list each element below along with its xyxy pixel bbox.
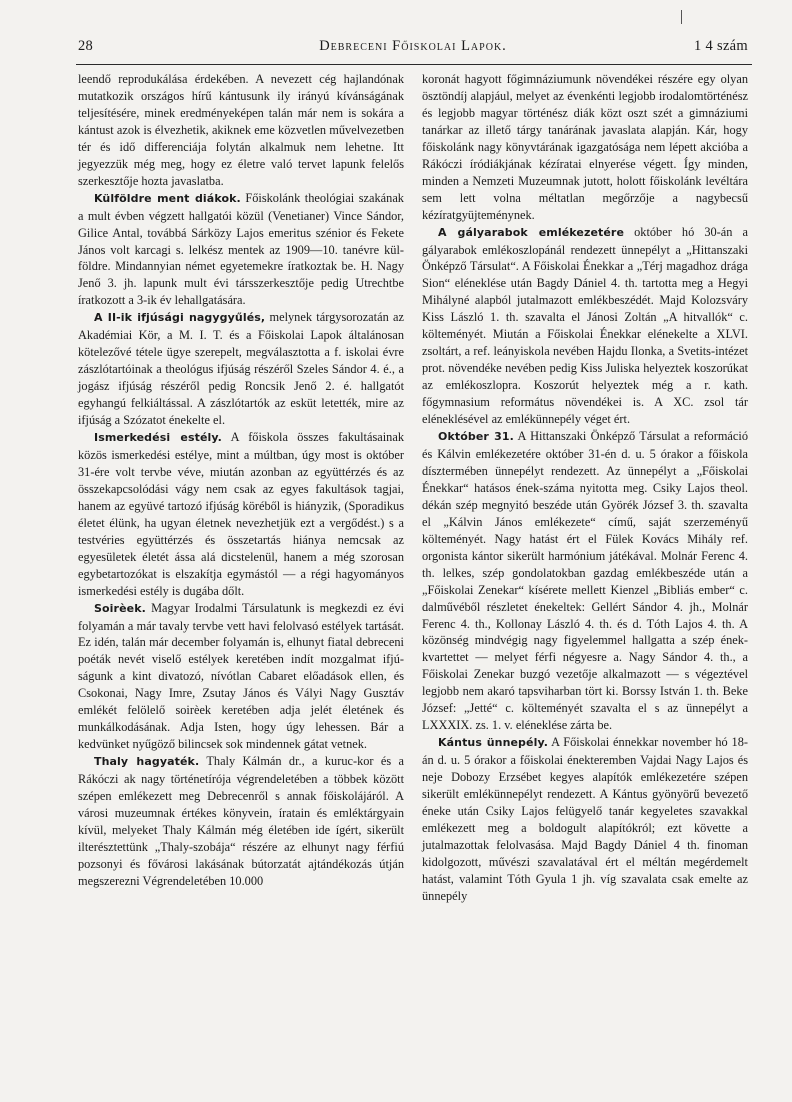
page-number: 28: [78, 38, 94, 54]
item-heading: A gályarabok emlékezetére: [438, 225, 625, 239]
item-heading: Október 31.: [438, 430, 514, 444]
item-heading: Kántus ünnepély.: [438, 736, 549, 750]
header-rule: [76, 64, 752, 65]
item-body: A Főiskolai énnekkar november hó 18-án d. u. 5 órakor a főiskolai énekteremben Vajdai Nagy Lajos és neje Dobozy Erzsébet kegyes alapítók emlékezetére szépen sikerült emlékünnepélyt rendezett. A Kántus gyönyörű bevezető éneke után Csiky Lajos felügyelő tanár kegyeletes szavakkal emlékezett meg a boldogult alapítókról; ezt követte a jutalmazottak felolvasása. Majd Bagdy Dániel 4 th. finoman kidolgozott, művészi szavalatával ért el méltán megérdemelt hatást, valamint Tóth Gyula 1 jh. víg szavalata csak emelte az ünnepély: [422, 735, 748, 903]
issue-number: 1 4 szám: [694, 38, 748, 54]
news-item-kulfoldre: [78, 190, 404, 310]
item-heading: Külföldre ment diákok.: [94, 191, 241, 205]
item-body: A Hittanszaki Önképző Társulat a reformáció és Kálvin emlékezetére október 31-én d. u. 5 órakor a főiskola dísztermében ünnepélyt rendezett. Az ünnepélyt a „Főiskolai Énekkar“ hatásos ének-száma nyitotta meg. Csiky Lajos theol. dékán szép megnyitó beszéde után Györék József 3. th. szavalta el „Kálvin János emlékezete“ című, saját szerzeményű költeményét. Nagy hatást ért el Fülek Kovács Mihály ref. orgonista kántor sikerült harmónium játékával. Molnár Ferenc 4. th. lelkes, szép gondolatokban gazdag emlékbeszéde után a „Főiskolai Zenekar“ kísérete mellett Kienzel „Bibliás ember“ c. dalművéből részletet énekeltek: Gellért Sándor 4. jh., Molnár Ferenc 4. th., Kollonay László 4. th. és d. Tóth Lajos 4. th. A közönség mindvégig nagy figyelemmel hallgatta a szép ének-kvartettet — melyet férfi négyesre a. Nagy Sándor 4. th., a Főiskolai Zenekar buzgó vezetője alkalmazott — s végeztével legjobb nem akaró tapsviharban tört ki. Borssy István 1. th. Beke József: „Jetté“ c. költeményét szavalta el s az ünnepélyt a LXXXIX. zs. 1. v. eléneklése zárta be.: [422, 429, 748, 733]
article-paragraph: koronát hagyott főgimnáziumunk növendékei részére egy olyan ösztöndíj alapjául, melyet az évenkénti legjobb irodalomtörténész és legjobb magyar történész diák közt oszt szét a gimnáziumi tanárkar az illető tárgy tanárának javaslata alapján. Kár, hogy főiskolánk nagy könyvtárának igazgatósága nem lépett akcióba a Rákóczi íródiákjának kézíratai elnyerése végett. Így minden, minden a Nemzeti Muzeumnak jutott, holott főiskolánk levéltára sem lett volna méltatlan megőrzője a nagybecsű kézíratgyüjteménynek.: [422, 72, 748, 222]
item-body: október hó 30-án a gályarabok emlékoszlopánál rendezett ünnepélyt a „Hittanszaki Önképző Társulat“. A Főiskolai Énekkar a „Térj magadhoz drága Sion“ eléneklése után Bagdy Dániel 4. th. tartotta meg a Hegyi Mihályné alapból jutalmazott emlékbeszédét. Majd Kolozsváry Kiss László 1. th. szavalta el Jánosi Zoltán „A hitvallók“ c. költeményét. Miután a Főiskolai Énekkar elénekelte a XLVI. zsoltárt, a ref. leányiskola nevében Hajdu Ilonka, a Svetits-intézet prot. növendéke nevében pedig Kiss Juliska helyeztek koszorúkat az emlékoszlopra. Koszorút helyeztek még a r. kath. főgymnasium református növendékei is. A XC. zsol tár eléneklésével az emlékünnepély véget ért.: [422, 224, 748, 427]
news-item-nagygyules: [78, 309, 404, 429]
news-item-thaly: [78, 753, 404, 890]
item-heading: Thaly hagyaték.: [94, 755, 200, 769]
item-heading: Ismerkedési estély.: [94, 431, 222, 445]
item-heading: Soirèek.: [94, 601, 146, 615]
item-body: A főiskola összes fakultásainak közös ismerkedési estélye, mint a múltban, úgy most is október 31-ére volt tervbe véve, miután azonban az együttérzés és az összekapcsolódási vágy nem csak az egyes fakultások tagjai, hanem az együvé tartozó ifjúság köréből is hiányzik, (Sporadikus életet élünk, ha ugyan életnek nevezhetjük ezt a vergődést.) s a testvéries együttérzés és összetartás hiánya nemcsak az egyesületek életét ássa alá dicstelenül, hanem a még szorosan egybetartozókat is elszakítja egymástól — a régi hagyományos ismerkedési estély is dugába dőlt.: [78, 430, 404, 598]
margin-mark: [681, 10, 682, 24]
news-item-soireek: [78, 600, 404, 754]
article-paragraph: leendő reprodukálása érdekében. A nevezett cég hajlandónak mutatkozik országos hírű kántusunk ily irányú kívánságának teljesítésére, minek eredményeképen talán már nem is sokára a kántust azok is élvezhetik, akiknek eme közvetlen művelvezetben tér és idő differenciája folytán alkalmuk nem lehetne. Itt jegyezzük még meg, hogy ez életre való tervet lapunk felelős szerkesztője hozta javaslatba.: [78, 72, 404, 188]
item-body: Magyar Irodalmi Társulatunk is megkezdi ez évi folyamán a már tavaly tervbe vett havi felolvasó estélyek tartását. Ez idén, talán már december folyamán is, elhunyt fiatal debreceni poéták nevét viselő estélyek keretében indít mozgalmat ifjúságunk a kint divatozó, nívótlan Cabaret előadások ellen, és Csokonai, Nagy Imre, Zsutay János és Vályi Nagy Gusztáv emlékét felölelő soirèek keretében adja jelét életének és munkálkodásának. Adja Isten, hogy úgy lehessen. Bár a kedvünket nyűgöző bilincsek sok mindennek gátat vetnek.: [78, 600, 404, 752]
item-body: Thaly Kálmán dr., a kuruc-kor és a Rákóczi ak nagy történetírója végrendeletében a többek között szépen emlékezett meg Debrecenről s annak főiskolájáról. A városi muzeumnak értékes könyvein, íratain és emléktárgyain kívül, melyeket Thaly Kálmán még életében ide ígért, sikerült ilterésztettünk „Thaly-szobája“ részére az elhunyt nagy férfiú pozsonyi és fővárosi lakásának bútorzatát ajtándékozás útján megszerezni Végrendeletében 10.000: [78, 754, 404, 888]
news-item-galyarabok: [422, 224, 748, 428]
item-body: melynek tárgysorozatán az Akadémiai Kör, a M. I. T. és a Főiskolai Lapok általánosan kötelezővé tétele ügye szerepelt, megválasztotta a f. iskolai évre zászlótartóinak a theológus ifjúság részéről Szeles Sándor 4. é., a jogász ifjúság részéről pedig Roncsik Jenő 2. é. hallgatót egyhangú felkiáltással. A zászlótartók az esküt letették, mire az ifjúság a Szózatot énekelte el.: [78, 310, 405, 428]
left-column: [78, 71, 404, 890]
news-item-kantus: [422, 734, 748, 905]
journal-title: Debreceni Főiskolai Lapok.: [319, 38, 507, 54]
news-item-oktober-31: [422, 428, 748, 734]
news-item-ismerkedesi: [78, 429, 404, 600]
item-body: Főiskolánk theológiai szakának a mult évben végzett hallgatói közül (Venetianer) Vince Sándor, Gilice Antal, továbbá Sárközy Lajos emeritus szénior és Fekete János volt karcagi s. lelkész mentek az 1909—10. tanévre külföldre. Mindannyian német egyetemekre íratkoztak be. H. Nagy Jenő 3. jh. lapunk mult évi társszerkesztője pedig Utrechtbe íratkozott a 3-ik év lehallgatására.: [78, 190, 404, 308]
running-header: [78, 38, 748, 60]
right-column: [422, 71, 748, 905]
item-heading: A II-ik ifjúsági nagygyűlés,: [94, 311, 266, 325]
